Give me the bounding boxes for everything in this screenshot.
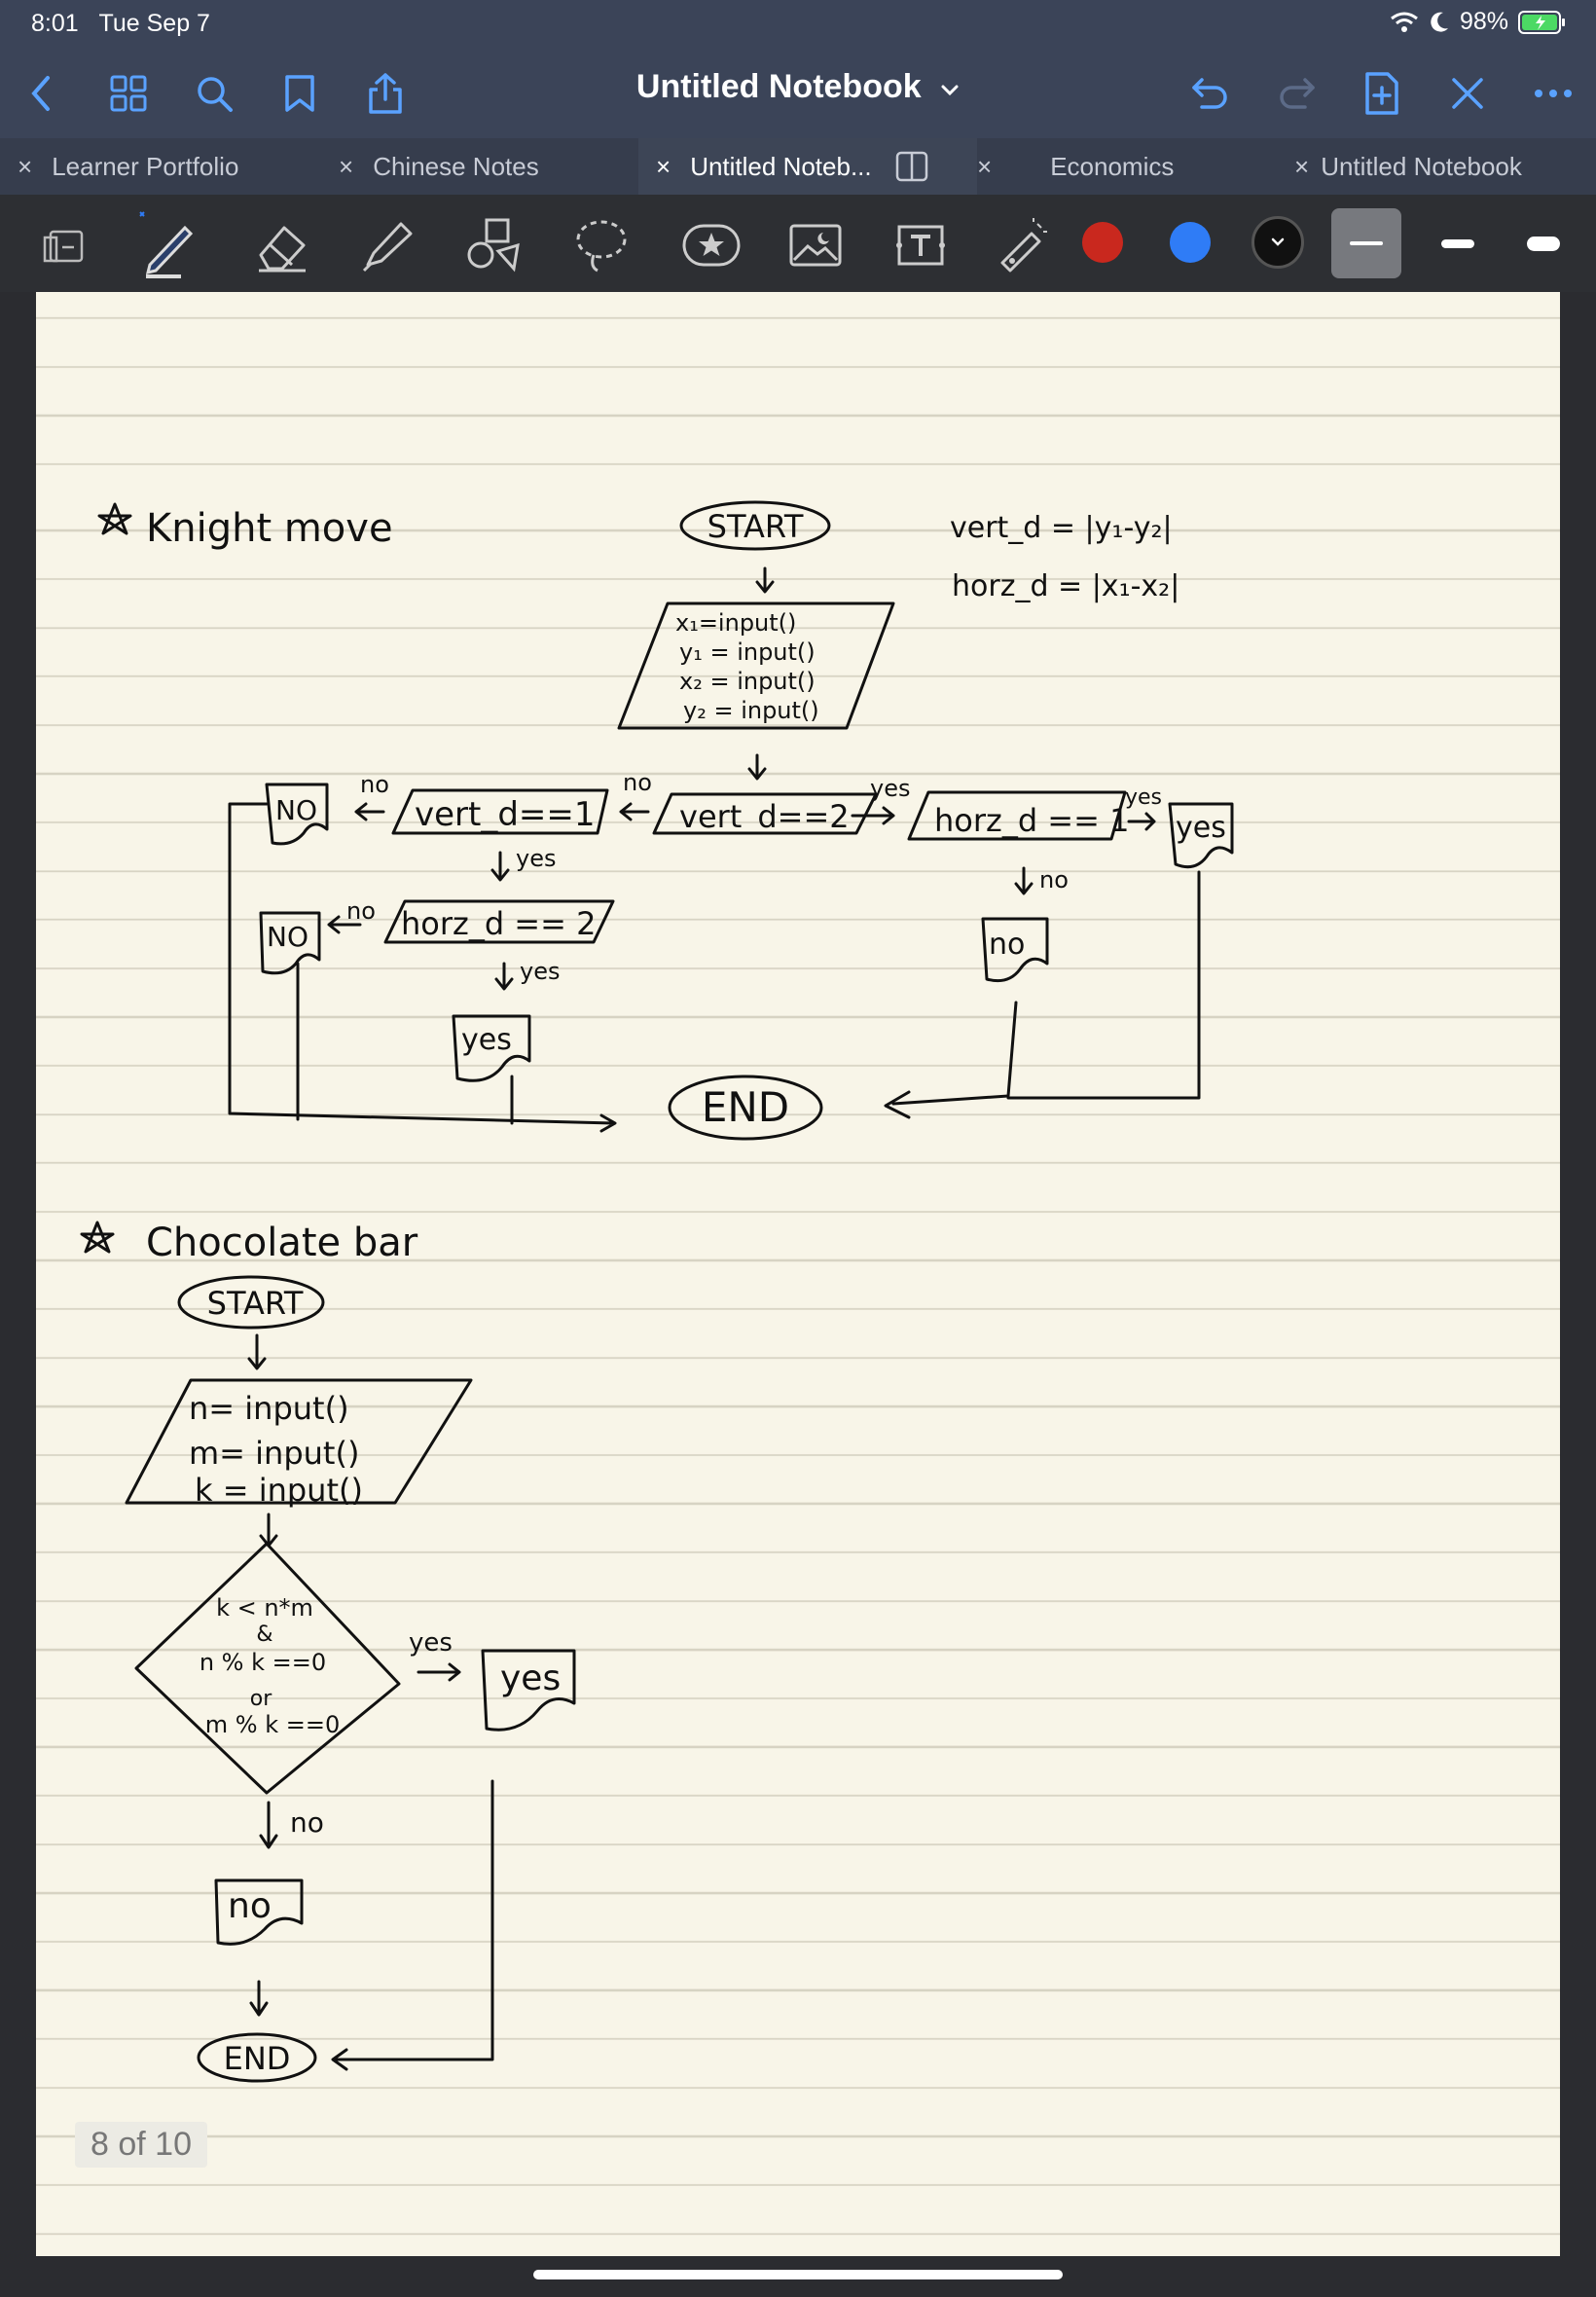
lasso-tool[interactable] [570,214,633,276]
text-icon [893,221,948,270]
bookmark-button[interactable] [272,66,327,121]
chocolate-start-label: START [206,1285,304,1322]
redo-button[interactable] [1269,66,1324,121]
stroke-medium-icon [1441,239,1474,248]
tab-untitled-notebook-active[interactable] [638,138,977,195]
wifi-icon [1390,11,1419,34]
chevron-down-icon [1270,237,1286,248]
chevron-left-icon [26,74,55,113]
highlighter-tool[interactable] [356,214,418,276]
star-icon [681,222,742,269]
knight-input-y2: y₂ = input() [683,697,819,724]
laser-pointer-tool[interactable] [991,214,1053,276]
grid-view-button[interactable] [101,66,156,121]
label-yes: yes [870,775,911,802]
stroke-medium-button[interactable] [1423,208,1493,278]
back-button[interactable] [14,66,68,121]
label-no: no [360,771,389,798]
tab-label: Chinese Notes [373,151,539,181]
read-only-mode-button[interactable] [33,214,95,276]
decision-horz2-label: horz_d == 2 [401,905,597,942]
label-yes: yes [1125,785,1163,810]
laser-pointer-icon [995,218,1049,273]
cond-line-5: m % k ==0 [204,1711,341,1738]
eraser-icon [253,216,311,274]
stroke-thin-icon [1350,241,1383,245]
search-icon [195,74,234,113]
image-icon [788,221,843,270]
decision-vert2-label: vert_d==2 [679,798,850,835]
home-indicator[interactable] [533,2270,1063,2279]
shapes-icon [465,216,524,274]
chocolate-output-yes-label: yes [500,1659,562,1698]
tab-label: Learner Portfolio [52,151,239,181]
bookmark-icon [283,74,316,113]
lasso-icon [572,216,631,274]
status-date: Tue Sep 7 [98,10,210,37]
color-black-swatch[interactable] [1251,216,1304,269]
knight-end-label: END [701,1083,790,1131]
knight-heading: Knight move [146,506,393,551]
color-blue-swatch[interactable] [1170,222,1211,263]
cond-line-4: or [249,1687,272,1711]
elements-tool[interactable] [677,214,745,276]
split-view-icon[interactable] [895,150,928,183]
pen-icon [136,210,199,280]
add-page-button[interactable] [1355,66,1409,121]
share-button[interactable] [358,66,413,121]
output-yes-left-label: yes [461,1023,512,1057]
label-no: no [290,1806,324,1839]
output-no-2-label: NO [267,921,308,953]
chevron-down-icon[interactable] [940,84,960,97]
label-no: no [346,897,376,925]
stroke-thick-icon [1527,237,1560,251]
chocolate-input-k: k = input() [195,1472,363,1509]
output-no-right-label: no [989,928,1026,962]
eraser-tool[interactable] [251,214,313,276]
redo-icon [1276,74,1317,113]
add-page-icon [1362,71,1401,116]
chocolate-input-m: m= input() [189,1435,360,1472]
grid-icon [109,74,148,113]
label-no: no [623,769,652,796]
stroke-thin-button[interactable] [1331,208,1401,278]
tab-chinese-notes[interactable] [339,138,631,195]
tab-label: Economics [1050,151,1175,181]
battery-icon [1518,10,1567,35]
search-button[interactable] [187,66,241,121]
knight-input-x1: x₁=input() [675,609,797,637]
formula-vert: vert_d = |y₁-y₂| [950,511,1173,545]
status-clock: 8:01 [31,10,79,37]
tab-learner-portfolio[interactable] [18,138,319,195]
nav-bar [0,51,1596,138]
label-yes: yes [520,958,561,985]
cond-line-3: n % k ==0 [199,1649,327,1676]
tab-close-icon[interactable]: × [18,151,33,181]
tab-close-icon[interactable]: × [1294,151,1310,181]
chocolate-heading: Chocolate bar [146,1221,418,1265]
tab-close-icon[interactable]: × [977,151,993,181]
tab-close-icon[interactable]: × [339,151,354,181]
undo-button[interactable] [1183,66,1238,121]
pen-tool[interactable] [136,214,199,276]
tab-label: Untitled Noteb... [690,151,872,181]
tab-bar [0,138,1596,195]
label-no: no [1039,866,1069,893]
cond-line-2: & [256,1622,273,1647]
highlighter-icon [358,216,417,274]
label-yes: yes [516,845,557,872]
chocolate-input-n: n= input() [189,1390,349,1427]
close-notebook-button[interactable] [1440,66,1495,121]
output-yes-right-label: yes [1176,811,1226,845]
status-time [31,10,210,38]
decision-vert1-label: vert_d==1 [415,795,596,834]
page-counter: 8 of 10 [75,2122,207,2168]
more-button[interactable] [1526,66,1580,121]
knight-start-label: START [707,508,804,545]
text-tool[interactable] [889,214,952,276]
knight-input-x2: x₂ = input() [679,668,816,695]
notebook-title[interactable]: Untitled Notebook [635,68,922,105]
read-only-icon [41,224,88,267]
output-no-1-label: NO [275,794,317,826]
chocolate-output-no-label: no [228,1886,272,1926]
undo-icon [1190,74,1231,113]
color-red-swatch[interactable] [1082,222,1123,263]
close-icon [1448,74,1487,113]
tab-untitled-notebook-2[interactable] [1294,138,1586,195]
image-tool[interactable] [784,214,847,276]
decision-horz1-label: horz_d == 1 [934,802,1130,839]
label-yes: yes [409,1628,453,1658]
moon-icon [1429,11,1450,34]
knight-input-y1: y₁ = input() [679,638,816,666]
formula-horz: horz_d = |x₁-x₂| [952,569,1180,603]
drawing-toolbar [0,195,1596,292]
cond-line-1: k < n*m [216,1594,313,1622]
status-bar [0,0,1596,51]
stroke-thick-button[interactable] [1508,208,1578,278]
shapes-tool[interactable] [463,214,526,276]
notebook-page[interactable] [36,292,1560,2256]
battery-percent: 98% [1459,8,1508,35]
tab-close-icon[interactable]: × [656,151,671,181]
more-icon [1533,88,1574,99]
tab-economics[interactable] [977,138,1269,195]
chocolate-end-label: END [223,2040,291,2077]
tab-label: Untitled Notebook [1321,151,1522,181]
share-icon [366,72,405,115]
